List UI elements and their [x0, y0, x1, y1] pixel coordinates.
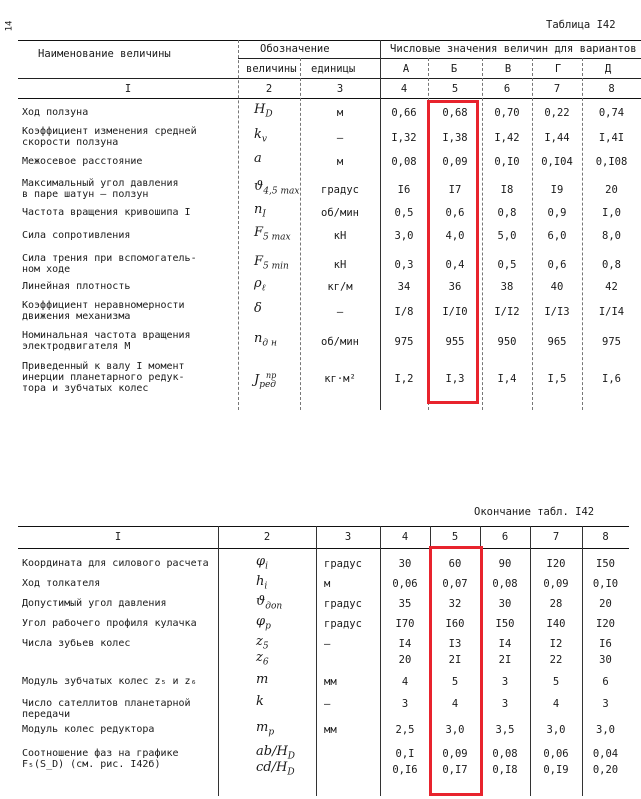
row-value: 0,9 — [547, 207, 567, 219]
row-value: 950 — [497, 336, 517, 348]
row-unit: м — [336, 156, 344, 168]
row-value: 20 — [605, 184, 618, 196]
row-symbol — [256, 556, 268, 573]
row-name: Число сателлитов планетарной передачи — [22, 698, 191, 720]
symbol-letter: a — [254, 151, 262, 166]
symbol-subscript: ред — [259, 379, 277, 390]
row-value: 0,66 — [391, 107, 417, 119]
row-symbol — [254, 204, 266, 221]
row-value: I,38 — [442, 132, 468, 144]
row-value: 3 — [501, 676, 509, 688]
symbol-subscript: 4,5 max — [263, 186, 300, 197]
row-value: 3 — [501, 698, 509, 710]
row-value: 3,5 — [495, 724, 515, 736]
row-value: 0,06 — [543, 748, 569, 760]
row-unit: – — [324, 698, 331, 710]
row-name: Допустимый угол давления — [22, 598, 167, 609]
symbol-subscript: 5 max — [263, 232, 291, 243]
row-value-2: 20 — [398, 654, 412, 666]
header-numeric: Числовые значения величин для вариантов — [390, 43, 637, 55]
row-unit: кг/м — [327, 281, 353, 293]
row-value: 42 — [605, 281, 618, 293]
row-value: I2 — [549, 638, 563, 650]
symbol-subscript: D — [265, 109, 273, 120]
row-value-2: 2I — [448, 654, 462, 666]
header-unit: единицы — [311, 63, 356, 75]
row-name: Соотношение фаз на графике F₅(S_D) (см. рис. I42б) — [22, 748, 179, 770]
row-value: 975 — [394, 336, 414, 348]
row-value: I/I2 — [494, 306, 520, 318]
row-unit: мм — [324, 724, 337, 736]
row-value: I8 — [500, 184, 514, 196]
col-divider — [316, 526, 317, 796]
column-number: 6 — [501, 531, 509, 543]
row-value-2: 2I — [498, 654, 512, 666]
row-value-2: 0,I7 — [442, 764, 468, 776]
row-value: 4,0 — [445, 230, 465, 242]
row-value: 0,5 — [394, 207, 414, 219]
row-unit: кН — [333, 230, 347, 242]
row-value: 0,09 — [543, 578, 569, 590]
top-rule — [18, 40, 641, 41]
symbol-letter: δ — [254, 301, 262, 316]
column-number: 3 — [336, 83, 344, 95]
row-value: 0,70 — [494, 107, 520, 119]
column-number: I — [124, 83, 132, 95]
row-value: 6,0 — [547, 230, 567, 242]
row-unit: градус — [324, 598, 362, 610]
symbol-letter: ρ — [254, 276, 262, 291]
row-value: I,4 — [497, 373, 517, 385]
symbol-letter: h — [256, 574, 265, 589]
row-value: I,5 — [547, 373, 567, 385]
row-value: I,6 — [602, 373, 621, 385]
row-value: 0,08 — [391, 156, 417, 168]
variant-header: А — [402, 63, 410, 75]
row-value: 0,I08 — [595, 156, 628, 168]
row-value: 975 — [602, 336, 621, 348]
row-name: Сила сопротивления — [22, 230, 131, 241]
bottom-top-rule — [18, 526, 629, 527]
symbol-letter: m — [256, 720, 269, 735]
symbol-letter: ϑ — [254, 179, 264, 194]
symbol-superscript: пр — [266, 371, 277, 380]
row-value: 0,6 — [547, 259, 567, 271]
symbol-letter: ab/H — [256, 744, 288, 759]
row-value: I,42 — [494, 132, 520, 144]
row-name: Коэффициент изменения средней скорости ползуна — [22, 126, 197, 148]
row-value: 4 — [451, 698, 459, 710]
symbol-letter: n — [254, 202, 263, 217]
row-value: I,0 — [602, 207, 621, 219]
row-value: 5 — [552, 676, 560, 688]
row-value: I4 — [498, 638, 512, 650]
row-unit: градус — [324, 558, 362, 570]
row-symbol — [256, 696, 264, 708]
symbol-subscript: i — [264, 581, 268, 592]
row-value: 965 — [547, 336, 567, 348]
row-value: I,4I — [598, 132, 625, 144]
symbol-subscript: 5 min — [263, 261, 289, 272]
header-bottom-rule — [18, 98, 641, 99]
row-unit: м — [324, 578, 331, 590]
row-value: 0,09 — [442, 156, 468, 168]
symbol-letter: H — [254, 102, 266, 117]
row-unit: об/мин — [321, 336, 359, 348]
symbol-letter: cd/H — [256, 760, 288, 775]
row-value: 90 — [498, 558, 512, 570]
row-name: Межосевое расстояние — [22, 156, 143, 167]
column-number: 7 — [553, 83, 561, 95]
row-value: 0,04 — [592, 748, 619, 760]
row-symbol — [254, 370, 286, 391]
row-value: 0,08 — [492, 578, 518, 590]
row-unit: градус — [321, 184, 359, 196]
row-value: 20 — [599, 598, 612, 610]
symbol-subscript: доп — [265, 601, 283, 612]
row-value: 0,6 — [445, 207, 465, 219]
row-value: 3,0 — [394, 230, 414, 242]
row-name: Коэффициент неравномерности движения механизма — [22, 300, 185, 322]
column-number: 3 — [344, 531, 352, 543]
row-value: 40 — [550, 281, 564, 293]
column-number: 5 — [451, 83, 459, 95]
row-value-2: 0,I8 — [492, 764, 518, 776]
row-symbol — [256, 576, 267, 593]
column-number: I — [114, 531, 122, 543]
column-number: 4 — [401, 531, 409, 543]
row-value: I20 — [546, 558, 566, 570]
row-symbol — [254, 104, 273, 121]
row-value: I40 — [546, 618, 566, 630]
row-value: I,32 — [391, 132, 417, 144]
symbol-letter: φ — [256, 614, 266, 629]
row-value: I70 — [395, 618, 415, 630]
symbol-subscript: v — [261, 134, 267, 145]
row-value: 30 — [498, 598, 512, 610]
row-name: Номинальная частота вращения электродвигателя М — [22, 330, 191, 352]
row-symbol — [256, 596, 282, 613]
row-value: 0,09 — [442, 748, 468, 760]
symbol-subscript: D — [287, 751, 296, 762]
row-value: 35 — [398, 598, 412, 610]
variant-header: Д — [604, 63, 612, 75]
row-name: Числа зубьев колес — [22, 638, 131, 649]
row-value: 2,5 — [395, 724, 415, 736]
row-value: 0,07 — [442, 578, 468, 590]
row-symbol-2 — [256, 762, 295, 779]
row-value: I7 — [448, 184, 462, 196]
row-unit: м — [336, 107, 344, 119]
row-name: Максимальный угол давления в паре шатун – ползун — [22, 178, 179, 200]
row-value: I6 — [397, 184, 411, 196]
symbol-letter: z — [256, 634, 263, 649]
row-value: 3 — [401, 698, 409, 710]
row-unit: градус — [324, 618, 362, 630]
row-value: 4 — [401, 676, 409, 688]
row-symbol — [254, 227, 291, 244]
row-value: 32 — [448, 598, 462, 610]
symbol-subscript: 6 — [262, 657, 269, 668]
row-value: 28 — [549, 598, 563, 610]
row-value: 0,I0 — [592, 578, 619, 590]
column-number: 8 — [602, 531, 609, 543]
symbol-letter: k — [256, 694, 264, 709]
row-unit: – — [336, 306, 344, 318]
header-name: Наименование величины — [38, 48, 171, 60]
row-symbol — [254, 181, 299, 198]
symbol-subscript: д н — [262, 338, 277, 349]
row-value: I60 — [445, 618, 465, 630]
row-value-2: 0,I6 — [392, 764, 418, 776]
symbol-subscript: I — [262, 209, 266, 220]
col-divider — [300, 58, 301, 410]
row-value: I/I4 — [598, 306, 625, 318]
row-unit: кг·м² — [324, 373, 356, 385]
symbol-letter: n — [254, 331, 263, 346]
row-value: 0,4 — [445, 259, 465, 271]
symbol-letter: z — [256, 650, 263, 665]
row-value: 0,3 — [394, 259, 414, 271]
symbol-subscript: i — [265, 561, 268, 572]
row-symbol-2 — [256, 652, 269, 669]
row-value: I/I0 — [442, 306, 468, 318]
row-value: 60 — [448, 558, 462, 570]
column-number: 5 — [451, 531, 459, 543]
table-label: Таблица I42 — [546, 19, 616, 31]
variant-header: Г — [554, 63, 562, 75]
row-value: 0,08 — [492, 748, 518, 760]
row-value: 3,0 — [546, 724, 566, 736]
row-value: I9 — [550, 184, 564, 196]
row-symbol — [254, 303, 262, 315]
row-value: 4 — [552, 698, 560, 710]
row-name: Приведенный к валу I момент инерции планетарного редук- тора и зубчатых колес — [22, 361, 185, 394]
row-value: 0,I — [395, 748, 415, 760]
row-unit: об/мин — [321, 207, 359, 219]
row-value: 955 — [445, 336, 465, 348]
symbol-subscript: ℓ — [261, 283, 266, 294]
row-name: Модуль зубчатых колес z₅ и z₆ — [22, 676, 197, 687]
row-value: 3,0 — [445, 724, 465, 736]
symbol-subscript: р — [265, 621, 271, 632]
row-value: I3 — [448, 638, 462, 650]
symbol-subscript: 5 — [262, 641, 269, 652]
row-name: Сила трения при вспомогатель- ном ходе — [22, 253, 197, 275]
header-quantity: величины — [246, 63, 297, 75]
column-number: 4 — [400, 83, 408, 95]
variant-header: Б — [450, 63, 458, 75]
row-value-2: 30 — [599, 654, 612, 666]
row-value: 0,06 — [392, 578, 418, 590]
row-value: 8,0 — [602, 230, 621, 242]
row-value: I50 — [495, 618, 515, 630]
symbol-letter: J — [254, 372, 260, 388]
row-name: Угол рабочего профиля кулачка — [22, 618, 197, 629]
row-value: 0,8 — [497, 207, 517, 219]
row-value: 5 — [451, 676, 459, 688]
variant-header: В — [504, 63, 512, 75]
row-symbol — [256, 674, 268, 686]
row-unit: – — [324, 638, 331, 650]
row-value: 0,5 — [497, 259, 517, 271]
row-value-2: 0,I9 — [543, 764, 569, 776]
header-designation: Обозначение — [260, 43, 330, 55]
row-name: Частота вращения кривошипа I — [22, 207, 191, 218]
row-value: 0,22 — [544, 107, 570, 119]
row-symbol — [254, 153, 262, 165]
row-value: 5,0 — [497, 230, 517, 242]
row-value: I20 — [596, 618, 615, 630]
symbol-subscript: D — [287, 767, 295, 778]
symbol-letter: F — [254, 254, 264, 269]
row-symbol — [256, 722, 274, 739]
row-value: I4 — [398, 638, 412, 650]
header-subrule — [238, 58, 641, 59]
column-number: 7 — [552, 531, 560, 543]
column-number: 8 — [608, 83, 615, 95]
row-value: 0,68 — [442, 107, 468, 119]
continuation-label: Окончание табл. I42 — [474, 506, 595, 518]
col-divider — [218, 526, 219, 796]
row-value: I50 — [596, 558, 615, 570]
row-name: Модуль колес редуктора — [22, 724, 155, 735]
column-number: 2 — [263, 531, 271, 543]
row-value: I,3 — [445, 373, 465, 385]
symbol-letter: φ — [256, 554, 266, 569]
row-value: I,2 — [394, 373, 414, 385]
row-unit: мм — [324, 676, 337, 688]
highlight-box-top — [427, 100, 479, 404]
row-value: I,44 — [544, 132, 570, 144]
col-divider — [238, 40, 239, 410]
row-value: 3 — [602, 698, 609, 710]
row-value: 36 — [448, 281, 462, 293]
row-value: 0,I04 — [541, 156, 573, 168]
row-value: 6 — [602, 676, 609, 688]
row-value: I/I3 — [544, 306, 570, 318]
row-value: 3,0 — [596, 724, 615, 736]
row-value: 30 — [398, 558, 412, 570]
header-rule — [18, 78, 641, 79]
page-number: 14 — [4, 20, 15, 32]
row-value-2: 22 — [549, 654, 563, 666]
row-name: Линейная плотность — [22, 281, 131, 292]
bottom-header-rule — [18, 548, 629, 549]
row-symbol — [254, 256, 289, 273]
row-symbol — [256, 616, 271, 633]
symbol-letter: m — [256, 672, 269, 687]
highlight-box-bottom — [429, 546, 483, 796]
row-name: Ход ползуна — [22, 107, 89, 118]
row-value: I6 — [599, 638, 612, 650]
row-value: 38 — [500, 281, 514, 293]
symbol-letter: F — [254, 225, 264, 240]
row-unit: кН — [333, 259, 347, 271]
row-value: 0,8 — [602, 259, 621, 271]
row-name: Координата для силового расчета — [22, 558, 209, 569]
row-value-2: 0,20 — [592, 764, 619, 776]
row-symbol — [254, 129, 267, 146]
row-value: I/8 — [394, 306, 414, 318]
col-divider — [380, 40, 381, 410]
row-symbol — [254, 333, 277, 350]
row-value: 0,74 — [598, 107, 625, 119]
row-symbol — [254, 278, 265, 295]
symbol-letter: k — [254, 127, 262, 142]
column-number: 2 — [265, 83, 273, 95]
row-value: 0,I0 — [494, 156, 520, 168]
symbol-subscript: р — [268, 727, 275, 738]
column-number: 6 — [503, 83, 511, 95]
row-name: Ход толкателя — [22, 578, 101, 589]
symbol-letter: ϑ — [256, 594, 266, 609]
row-unit: – — [336, 132, 344, 144]
row-value: 34 — [397, 281, 411, 293]
